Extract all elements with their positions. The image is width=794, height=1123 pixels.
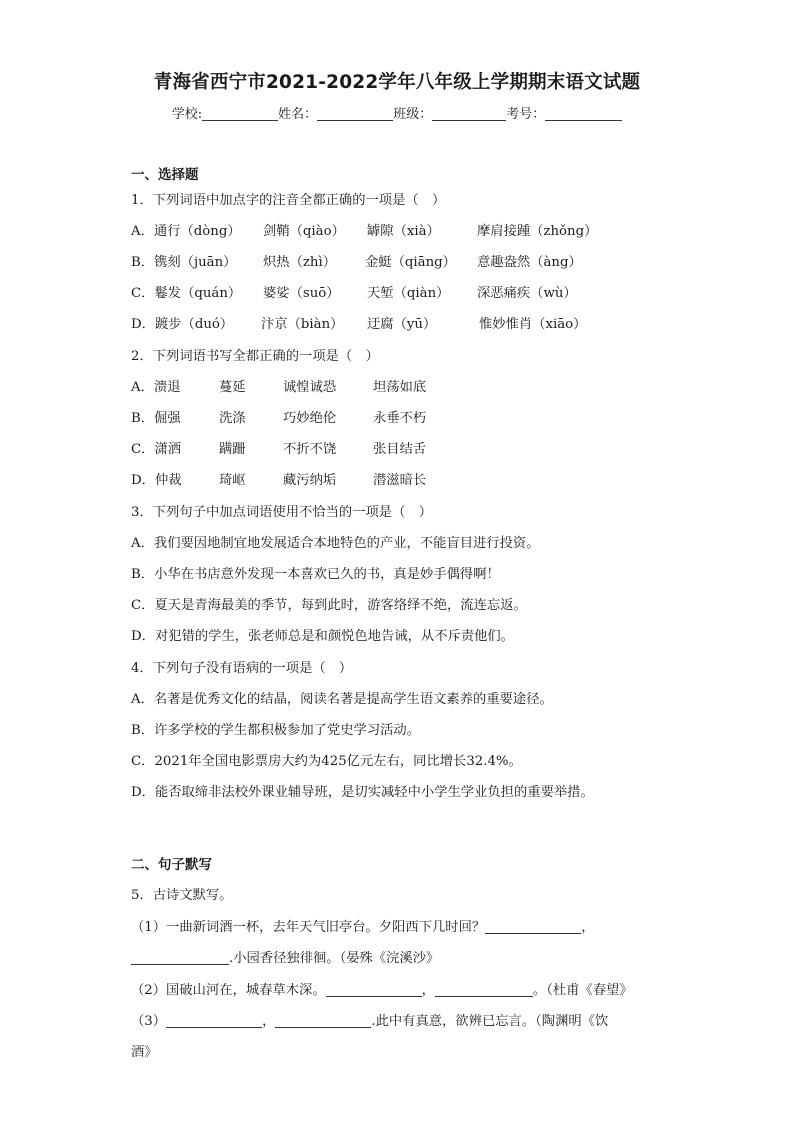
q4-option-a: A．名著是优秀文化的结晶，阅读名著是提高学生语文素养的重要途径。	[131, 692, 553, 707]
q3-option-c: C．夏天是青海最美的季节，每到此时，游客络绎不绝，流连忘返。	[131, 598, 527, 613]
q1-option-b-col1: B．镌刻（juān）	[131, 255, 237, 270]
q2-option-b-col2: 洗涤	[219, 411, 246, 426]
q1-option-a-col1: A．通行（dòng）	[131, 224, 241, 239]
q5-part3-line1	[131, 1013, 608, 1031]
q1-option-a-col4: 摩肩接踵（zhǒng）	[477, 224, 598, 239]
q5-part3-blank2[interactable]	[275, 1013, 371, 1028]
section2-heading: 二、句子默写	[131, 857, 212, 873]
q2-stem: 2．下列词语书写全都正确的一项是（ ）	[131, 349, 379, 364]
q1-option-b-col2: 炽热（zhì）	[263, 255, 337, 270]
q2-option-b-col3: 巧妙绝伦	[283, 411, 337, 426]
number-blank[interactable]	[545, 106, 622, 121]
q2-option-d-col2: 琦岖	[219, 473, 246, 488]
q5-stem: 5．古诗文默写。	[131, 888, 233, 903]
q5-part3-text-c: .此中有真意，欲辨已忘言。（陶渊明《饮	[371, 1014, 609, 1029]
q5-part2-blank1[interactable]	[326, 982, 422, 997]
q1-option-d-col2: 汴京（biàn）	[261, 317, 344, 332]
q1-option-d-col3: 迂腐（yū）	[367, 317, 437, 332]
name-blank[interactable]	[317, 106, 393, 121]
q5-part2-text-b: ，	[421, 983, 435, 998]
q1-option-b-col4: 意趣盎然（àng）	[477, 255, 582, 270]
q2-option-a-col1: A．溃退	[131, 380, 181, 395]
q5-part1-blank1[interactable]	[485, 919, 581, 934]
q5-part1-text-b: ，	[581, 920, 595, 935]
q2-option-a-col3: 诚惶诚恐	[283, 380, 337, 395]
q2-option-b-col1: B．倔强	[131, 411, 181, 426]
q1-option-d-col4: 惟妙惟肖（xiāo）	[479, 317, 587, 332]
q2-option-d-col4: 潜滋暗长	[373, 473, 427, 488]
q2-option-c-col1: C．潇洒	[131, 442, 182, 457]
q4-stem: 4．下列句子没有语病的一项是（ ）	[131, 661, 353, 676]
q5-part1-text-a: （1）一曲新词酒一杯，去年天气旧亭台。夕阳西下几时回？	[131, 920, 486, 935]
q3-option-b: B．小华在书店意外发现一本喜欢已久的书，真是妙手偶得啊！	[131, 567, 500, 582]
section1-heading: 一、选择题	[131, 167, 199, 183]
q2-option-a-col2: 蔓延	[219, 380, 246, 395]
student-info-line	[0, 103, 794, 122]
q1-option-a-col3: 罅隙（xià）	[367, 224, 440, 239]
q2-option-d-col3: 藏污纳垢	[283, 473, 337, 488]
q5-part2-line	[131, 982, 633, 1000]
q1-option-c-col3: 天堑（qiàn）	[367, 286, 450, 301]
q5-part1-blank2[interactable]	[131, 950, 229, 965]
q1-option-c-col1: C．鬈发（quán）	[131, 286, 242, 301]
q5-part3-blank1[interactable]	[166, 1013, 262, 1028]
q4-option-b: B．许多学校的学生都积极参加了党史学习活动。	[131, 723, 421, 738]
q2-option-a-col4: 坦荡如底	[373, 380, 427, 395]
q2-option-b-col4: 永垂不朽	[373, 411, 427, 426]
q2-option-c-col4: 张目结舌	[373, 442, 427, 457]
q3-option-a: A．我们要因地制宜地发展适合本地特色的产业，不能盲目进行投资。	[131, 536, 540, 551]
q5-part1-line1	[131, 919, 594, 937]
q1-option-a-col2: 剑鞘（qiào）	[263, 224, 345, 239]
q5-part3-text-b: ，	[262, 1014, 276, 1029]
q1-stem: 1．下列词语中加点字的注音全都正确的一项是（ ）	[131, 193, 446, 208]
q5-part3-line2: 酒》	[131, 1045, 158, 1060]
q5-part1-text-c: .小园香径独徘徊。（晏殊《浣溪沙》	[229, 951, 440, 966]
class-blank[interactable]	[432, 106, 506, 121]
class-label: 班级：	[393, 107, 433, 122]
q1-option-d-col1: D．踱步（duó）	[131, 317, 234, 332]
q2-option-c-col3: 不折不饶	[283, 442, 337, 457]
q5-part3-text-a: （3）	[131, 1014, 167, 1029]
page-title: 青海省西宁市2021-2022学年八年级上学期期末语文试题	[153, 72, 641, 93]
q4-option-d: D．能否取缔非法校外课业辅导班，是切实减轻中小学生学业负担的重要举措。	[131, 785, 594, 800]
q3-option-d: D．对犯错的学生，张老师总是和颜悦色地告诫，从不斥责他们。	[131, 629, 514, 644]
name-label: 姓名：	[278, 107, 318, 122]
q5-part2-text-a: （2）国破山河在，城春草木深。	[131, 983, 326, 998]
q2-option-c-col2: 蹒跚	[219, 442, 246, 457]
q5-part2-blank2[interactable]	[435, 982, 533, 997]
q5-part2-text-c: 。（杜甫《春望》	[532, 983, 633, 998]
q2-option-d-col1: D．仲裁	[131, 473, 182, 488]
q4-option-c: C．2021年全国电影票房大约为425亿元左右，同比增长32.4%。	[131, 754, 522, 769]
q5-part1-line2	[131, 950, 439, 968]
q1-option-c-col2: 婆娑（suō）	[263, 286, 340, 301]
q1-option-b-col3: 金蜓（qiāng）	[365, 255, 456, 270]
school-blank[interactable]	[202, 106, 278, 121]
school-label: 学校:	[171, 107, 203, 122]
number-label: 考号：	[506, 107, 546, 122]
q1-option-c-col4: 深恶痛疾（wù）	[477, 286, 577, 301]
q3-stem: 3．下列句子中加点词语使用不恰当的一项是（ ）	[131, 505, 432, 520]
